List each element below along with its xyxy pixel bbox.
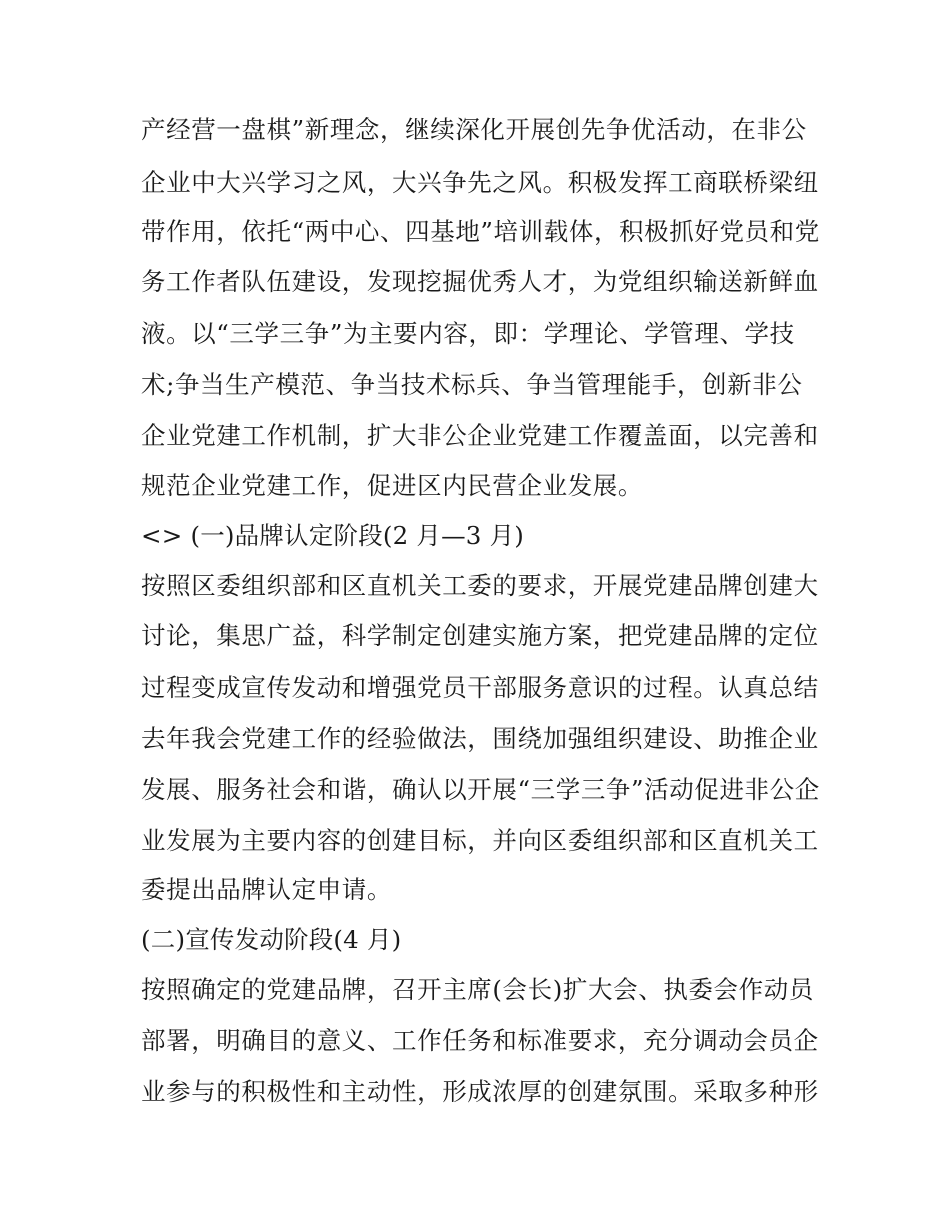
text-line: 企业中大兴学习之风，大兴争先之风。积极发挥工商联桥梁纽 (141, 168, 819, 197)
text-line: 企业党建工作机制，扩大非公企业党建工作覆盖面，以完善和 (141, 421, 819, 450)
text-line: 业参与的积极性和主动性，形成浓厚的创建氛围。采取多种形 (141, 1077, 819, 1106)
text-line: 带作用，依托“两中心、四基地”培训载体，积极抓好党员和党 (141, 217, 820, 246)
text-line: 术;争当生产模范、争当技术标兵、争当管理能手，创新非公 (141, 370, 803, 399)
text-line: 规范企业党建工作，促进区内民营企业发展。 (141, 471, 643, 500)
text-line: 委提出品牌认定申请。 (141, 875, 392, 904)
text-line: 产经营一盘棋”新理念，继续深化开展创先争优活动，在非公 (141, 115, 807, 144)
text-line: 过程变成宣传发动和增强党员干部服务意识的过程。认真总结 (141, 673, 819, 702)
text-line: 按照区委组织部和区直机关工委的要求，开展党建品牌创建大 (141, 571, 819, 600)
section-heading-publicity: (二)宣传发动阶段(4 月) (141, 925, 402, 954)
text-line: 业发展为主要内容的创建目标，并向区委组织部和区直机关工 (141, 826, 819, 855)
section-heading-brand-recognition: <> (一)品牌认定阶段(2 月—3 月) (141, 521, 525, 550)
text-line: 液。以“三学三争”为主要内容，即：学理论、学管理、学技 (141, 319, 795, 348)
text-line: 讨论，集思广益，科学制定创建实施方案，把党建品牌的定位 (141, 621, 819, 650)
text-line: 按照确定的党建品牌，召开主席(会长)扩大会、执委会作动员 (141, 975, 814, 1004)
text-line: 去年我会党建工作的经验做法，围绕加强组织建设、助推企业 (141, 724, 819, 753)
text-line: 务工作者队伍建设，发现挖掘优秀人才，为党组织输送新鲜血 (141, 267, 819, 296)
text-line: 发展、服务社会和谐，确认以开展“三学三争”活动促进非公企 (141, 775, 820, 804)
text-line: 部署，明确目的意义、工作任务和标准要求，充分调动会员企 (141, 1026, 819, 1055)
